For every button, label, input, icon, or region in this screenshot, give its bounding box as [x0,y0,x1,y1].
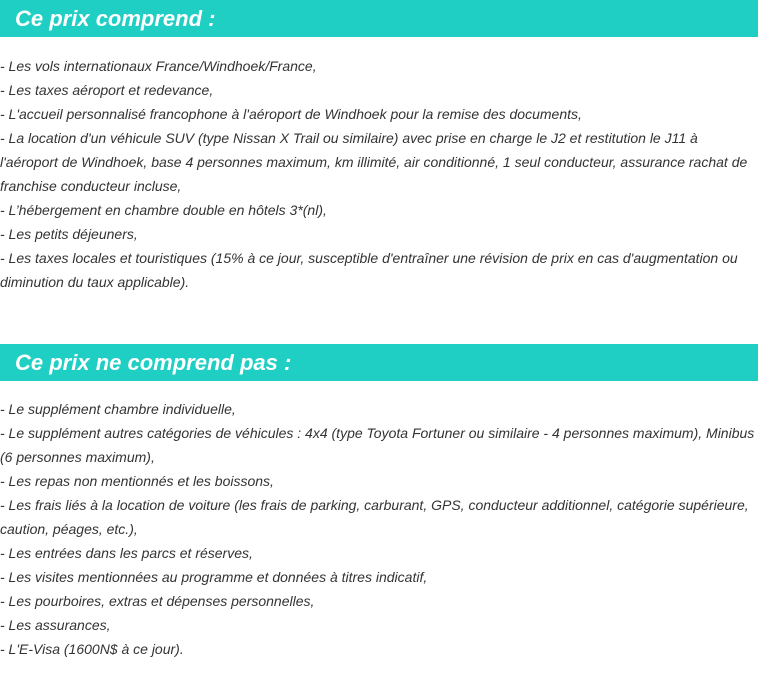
excluded-item: - Les visites mentionnées au programme et données à titres indicatif, [0,569,428,585]
included-section-header [0,0,758,37]
excluded-section-title: Ce prix ne comprend pas : [15,350,292,375]
included-item: - Les taxes aéroport et redevance, [0,82,214,98]
included-item: - Les petits déjeuners, [0,226,138,242]
included-item: - L’hébergement en chambre double en hôtels 3*(nl), [0,202,327,218]
included-item: - Les vols internationaux France/Windhoek/France, [0,58,317,74]
excluded-item: - Les repas non mentionnés et les boissons, [0,473,274,489]
included-item: - La location d'un véhicule SUV (type Nissan X Trail ou similaire) avec prise en charge le J2 et restitution le J11 à l'aéroport de Windhoek, base 4 personnes maximum, km illimité, air conditionné, 1 seul conducteur, assurance rachat de franchise conducteur incluse, [0,130,748,194]
excluded-item: - L'E-Visa (1600N$ à ce jour). [0,641,184,657]
excluded-list [0,397,758,661]
excluded-item: - Le supplément autres catégories de véhicules : 4x4 (type Toyota Fortuner ou similaire - 4 personnes maximum), Minibus (6 personnes maximum), [0,425,755,465]
excluded-item: - Les frais liés à la location de voiture (les frais de parking, carburant, GPS, conducteur additionnel, catégorie supérieure, caution, péages, etc.), [0,497,749,537]
excluded-item: - Les assurances, [0,617,111,633]
excluded-section-header [0,344,758,381]
included-item: - Les taxes locales et touristiques (15% à ce jour, susceptible d'entraîner une révision de prix en cas d'augmentation ou diminution du taux applicable). [0,250,738,290]
included-item: - L'accueil personnalisé francophone à l'aéroport de Windhoek pour la remise des documents, [0,106,582,122]
included-list [0,54,758,294]
excluded-item: - Les entrées dans les parcs et réserves, [0,545,253,561]
excluded-item: - Le supplément chambre individuelle, [0,401,236,417]
excluded-item: - Les pourboires, extras et dépenses personnelles, [0,593,315,609]
included-section-title: Ce prix comprend : [15,6,216,31]
